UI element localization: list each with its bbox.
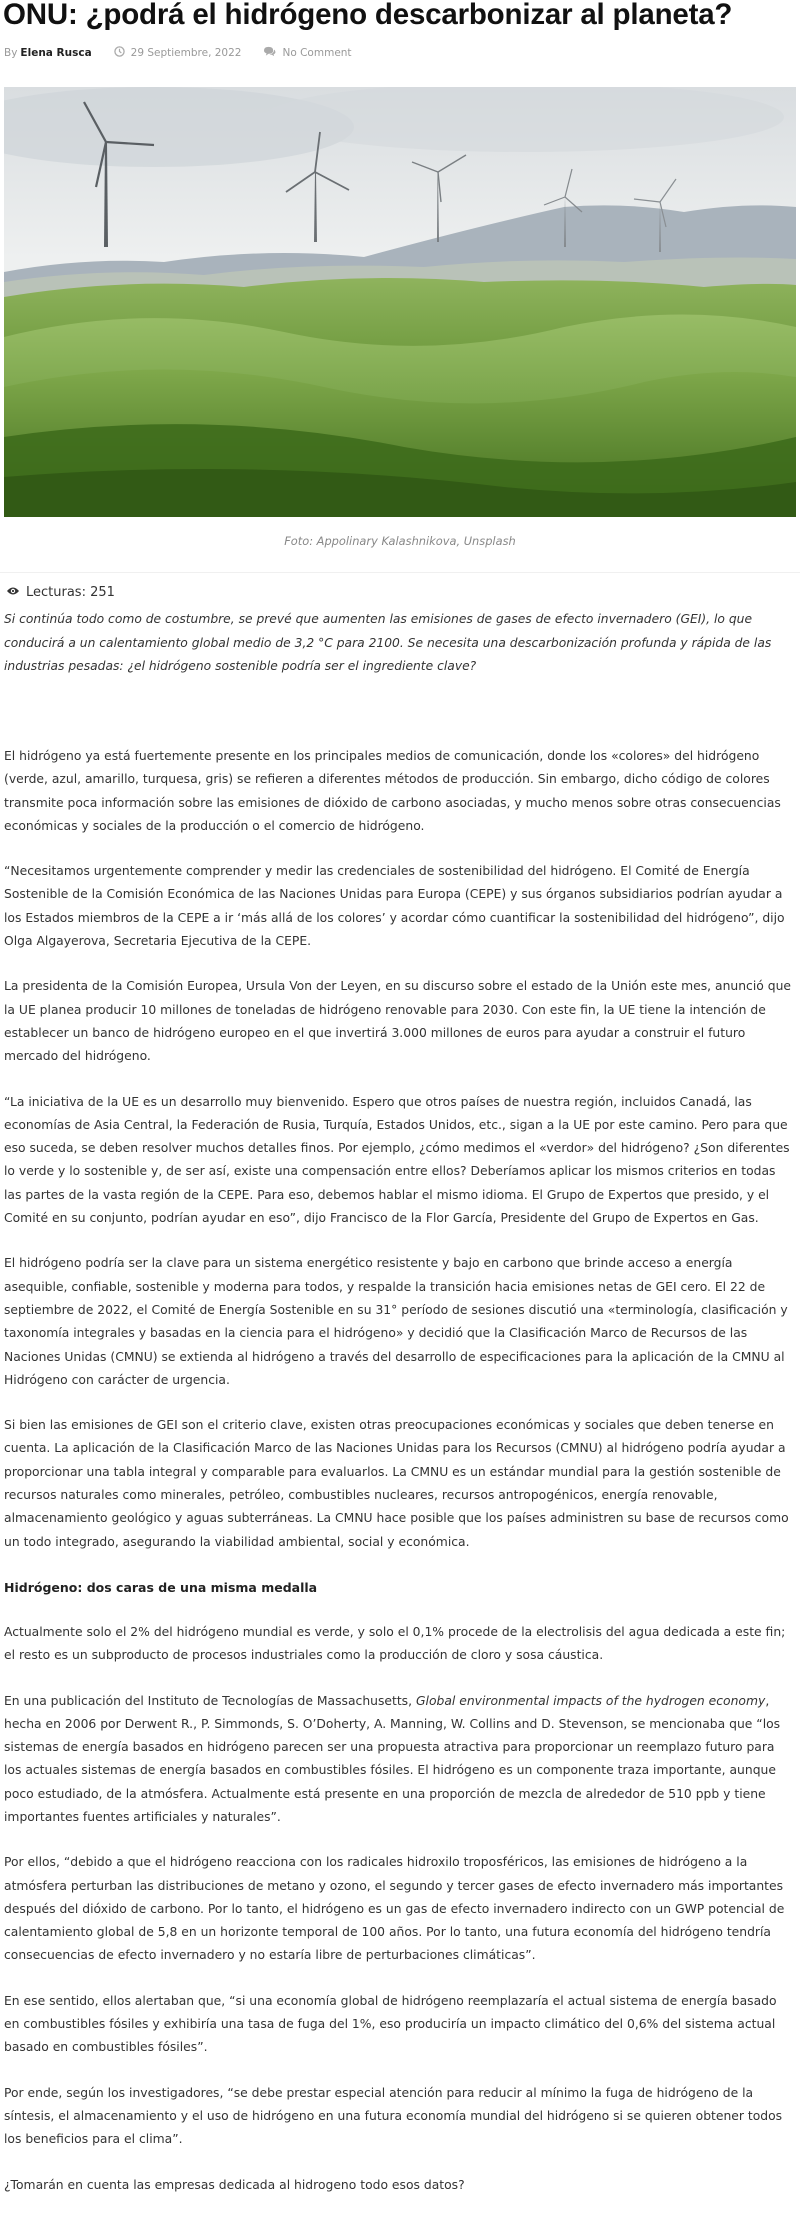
reads-counter (6, 585, 115, 600)
comment-icon (263, 46, 276, 60)
publication-title: Global environmental impacts of the hydrogen economy (415, 1693, 766, 1708)
paragraph: El hidrógeno podría ser la clave para un sistema energético resistente y bajo en carbono que brinde acceso a energía asequible, confiable, sostenible y moderna para todos, y respalde la transición hacia emisiones netas de GEI cero. El 22 de septiembre de 2022, el Comité de Energía Sostenible en su 31° período de sesiones discutió una «terminología, clasificación y taxonomía integrales y basadas en la ciencia para el hidrógeno» y decidió que la Clasificación Marco de Recursos de las Naciones Unidas (CMNU) se extienda al hidrógeno a través del desarrollo de especificaciones para la aplicación de la CMNU al Hidrógeno con carácter de urgencia. (4, 1256, 788, 1387)
article-lead: Si continúa todo como de costumbre, se prevé que aumenten las emisiones de gases de efecto invernadero (GEI), lo que conducirá a un calentamiento global medio de 3,2 °C para 2100. Se necesita una descarbonización profunda y rápida de las industrias pesadas: ¿el hidrógeno sostenible podría ser el ingrediente clave? (4, 612, 772, 673)
hero-image (4, 87, 796, 517)
section-heading: Hidrógeno: dos caras de una misma medalla (4, 1579, 318, 1595)
paragraph: La presidenta de la Comisión Europea, Ursula Von der Leyen, en su discurso sobre el estado de la Unión este mes, anunció que la UE planea producir 10 millones de toneladas de hidrógeno renovable para 2030. Con este fin, la UE tiene la intención de establecer un banco de hidrógeno europeo en el que invertirá 3.000 millones de euros para ayudar a construir el futuro mercado del hidrógeno. (4, 979, 791, 1064)
comments-link[interactable]: No Comment (282, 47, 352, 59)
photo-caption: Foto: Appolinary Kalashnikova, Unsplash (284, 534, 516, 548)
paragraph: ¿Tomarán en cuenta las empresas dedicada al hidrogeno todo esos datos? (4, 2177, 465, 2192)
paragraph: Por ellos, “debido a que el hidrógeno reacciona con los radicales hidroxilo troposféricos, las emisiones de hidrógeno a la atmósfera perturban las distribuciones de metano y ozono, el segundo y tercer gases de efecto invernadero más importantes después del dióxido de carbono. Por lo tanto, el hidrógeno es un gas de efecto invernadero indirecto con un GWP potencial de calentamiento global de 5,8 en un horizonte temporal de 100 años. Por lo tanto, una futura economía del hidrógeno tendría consecuencias de efecto invernadero y no estaría libre de perturbaciones climáticas”. (4, 1855, 785, 1963)
article-meta (4, 46, 352, 60)
paragraph: Si bien las emisiones de GEI son el criterio clave, existen otras preocupaciones económicas y sociales que deben tenerse en cuenta. La aplicación de la Clasificación Marco de las Naciones Unidas para los Recursos (CMNU) al hidrógeno podría ayudar a proporcionar una tabla integral y comparable para evaluarlos. La CMNU es un estándar mundial para la gestión sostenible de recursos naturales como minerales, petróleo, combustibles nucleares, recursos antropogénicos, energía renovable, almacenamiento geológico y aguas subterráneas. La CMNU hace posible que los países administren su base de recursos como un todo integrado, asegurando la viabilidad ambiental, social y económica. (4, 1418, 789, 1549)
reads-label: Lecturas: 251 (26, 585, 115, 600)
article-title: ONU: ¿podrá el hidrógeno descarbonizar al planeta? (3, 0, 733, 31)
paragraph-text: , hecha en 2006 por Derwent R., P. Simmonds, S. O’Doherty, A. Manning, W. Collins and D. Stevenson, se mencionaba que “los sistemas de energía basados en hidrógeno parecen ser una propuesta atractiva para proporcionar un reemplazo futuro para los actuales sistemas de energía basados en combustibles fósiles. El hidrógeno es un componente traza importante, aunque poco estudiado, de la atmósfera. Actualmente está presente en una proporción de mezcla de alrededor de 510 ppb y tiene importantes fuentes artificiales y naturales”. (4, 1693, 781, 1824)
paragraph-text: En una publicación del Instituto de Tecnologías de Massachusetts, (4, 1693, 416, 1708)
clock-icon (114, 46, 125, 60)
post-date: 29 Septiembre, 2022 (130, 47, 242, 59)
eye-icon (6, 585, 20, 600)
paragraph: El hidrógeno ya está fuertemente presente en los principales medios de comunicación, donde los «colores» del hidrógeno (verde, azul, amarillo, turquesa, gris) se refieren a diferentes métodos de producción. Sin embargo, dicho código de colores transmite poca información sobre las emisiones de dióxido de carbono asociadas, y mucho menos sobre otras consecuencias económicas y sociales de la producción o el comercio de hidrógeno. (4, 749, 781, 833)
paragraph: “La iniciativa de la UE es un desarrollo muy bienvenido. Espero que otros países de nuestra región, incluidos Canadá, las economías de Asia Central, la Federación de Rusia, Turquía, Estados Unidos, etc., sigan a la UE por este camino. Pero para que eso suceda, se deben resolver muchos detalles finos. Por ejemplo, ¿cómo medimos el «verdor» del hidrógeno? ¿Son diferentes lo verde y lo sostenible y, de ser así, existe una compensación entre ellos? Deberíamos aplicar los mismos criterios en todas las partes de la vasta región de la CEPE. Para eso, debemos hablar el mismo idioma. El Grupo de Expertos que presido, y el Comité en su conjunto, podrían ayudar en eso”, dijo Francisco de la Flor García, Presidente del Grupo de Expertos en Gas. (4, 1094, 790, 1226)
paragraph: En ese sentido, ellos alertaban que, “si una economía global de hidrógeno reemplazaría el actual sistema de energía basado en combustibles fósiles y exhibiría una tasa de fuga del 1%, eso produciría un impacto climático del 0,6% del sistema actual basado en combustibles fósiles”. (4, 1993, 777, 2055)
divider (0, 572, 800, 573)
paragraph: “Necesitamos urgentemente comprender y medir las credenciales de sostenibilidad del hidrógeno. El Comité de Energía Sostenible de la Comisión Económica de las Naciones Unidas para Europa (CEPE) y sus órganos subsidiarios podrían ayudar a los Estados miembros de la CEPE a ir ‘más allá de los colores’ y acordar cómo cuantificar la sostenibilidad del hidrógeno”, dijo Olga Algayerova, Secretaria Ejecutiva de la CEPE. (4, 864, 785, 949)
article-body (4, 745, 794, 2219)
author-link[interactable]: Elena Rusca (20, 47, 92, 59)
paragraph: Por ende, según los investigadores, “se debe prestar especial atención para reducir al mínimo la fuga de hidrógeno de la síntesis, el almacenamiento y el uso de hidrógeno en una futura economía mundial del hidrógeno si se quieren obtener todos los beneficios para el clima”. (4, 2085, 783, 2147)
paragraph (4, 1690, 794, 1830)
by-label: By (4, 47, 18, 59)
wind-turbines-landscape (4, 87, 796, 517)
paragraph: Actualmente solo el 2% del hidrógeno mundial es verde, y solo el 0,1% procede de la electrolisis del agua dedicada a este fin; el resto es un subproducto de procesos industriales como la producción de cloro y sosa cáustica. (4, 1624, 786, 1663)
